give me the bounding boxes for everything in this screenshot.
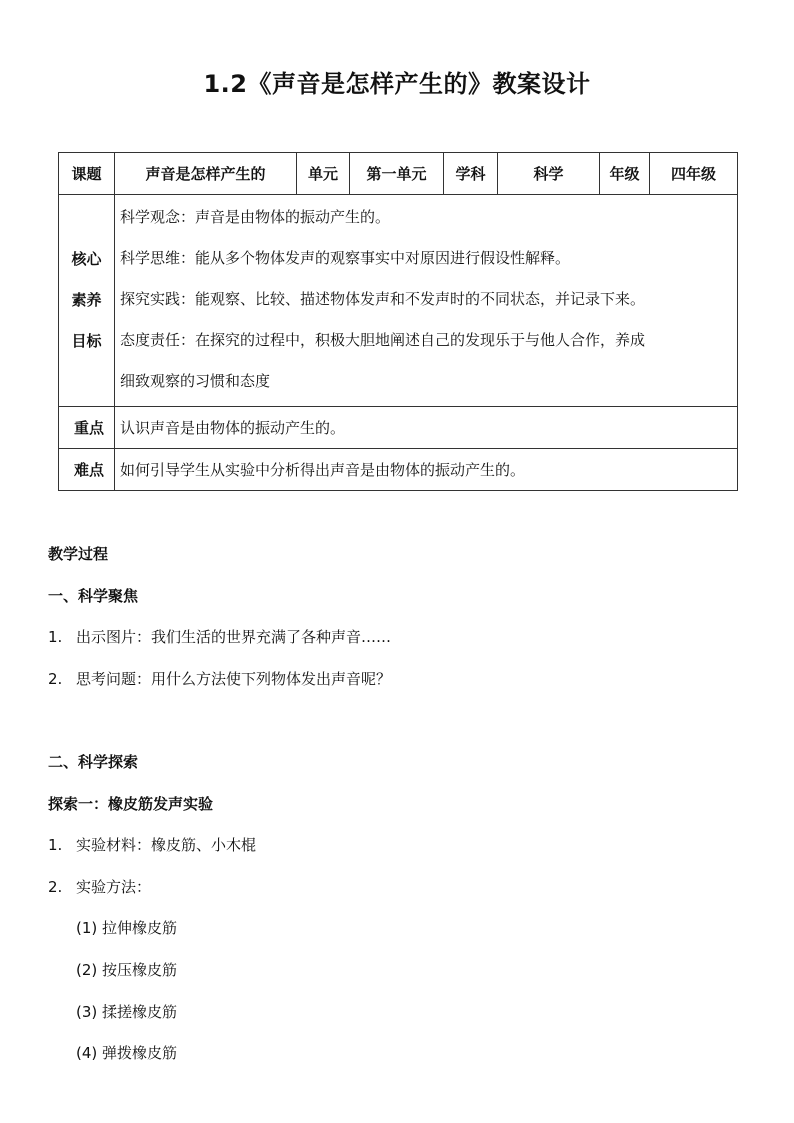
item-number: 2. [48,670,63,688]
list-item [48,834,256,855]
list-item [48,668,391,689]
method-item: (2) 按压橡皮筋 [76,961,178,979]
goals-label-line: 素养 [71,291,102,309]
unit-value: 第一单元 [350,153,444,195]
goals-row [59,195,738,407]
key-point-row [59,407,738,449]
item-number: 1. [48,628,63,646]
difficulty-row [59,449,738,491]
unit-label: 单元 [297,153,350,195]
method-item: (3) 揉搓橡皮筋 [76,1003,178,1021]
method-item: (1) 拉伸橡皮筋 [76,919,178,937]
item-text: 实验方法： [76,878,152,896]
topic-value: 声音是怎样产生的 [115,153,297,195]
difficulty-label: 难点 [59,449,115,491]
goal-line: 态度责任：在探究的过程中，积极大胆地阐述自己的发现乐于与他人合作，养成 [120,331,646,349]
goal-line: 细致观察的习惯和态度 [120,372,271,390]
list-item [48,876,151,897]
subject-value: 科学 [498,153,600,195]
key-point-label: 重点 [59,407,115,449]
subject-label: 学科 [444,153,498,195]
item-number: 1. [48,836,63,854]
goal-line: 科学思维：能从多个物体发声的观察事实中对原因进行假设性解释。 [120,249,571,267]
topic-label: 课题 [59,153,115,195]
goals-label [59,195,115,407]
goal-line: 探究实践：能观察、比较、描述物体发声和不发声时的不同状态，并记录下来。 [120,290,646,308]
explore1-heading: 探索一：橡皮筋发声实验 [48,795,214,813]
list-item [48,626,391,647]
item-text: 思考问题：用什么方法使下列物体发出声音呢？ [76,670,392,688]
part2-heading: 二、科学探索 [48,753,139,771]
part1-heading: 一、科学聚焦 [48,587,139,605]
goals-label-line: 核心 [71,250,102,268]
page-title: 1.2《声音是怎样产生的》教案设计 [203,70,591,98]
goals-content [115,195,738,407]
item-text: 实验材料：橡皮筋、小木棍 [76,836,257,854]
lesson-info-table [58,152,738,491]
table-header-row [59,153,738,195]
process-heading: 教学过程 [48,545,109,563]
item-text: 出示图片：我们生活的世界充满了各种声音…… [76,628,392,646]
goal-line: 科学观念：声音是由物体的振动产生的。 [120,208,391,226]
grade-value: 四年级 [650,153,738,195]
difficulty-value: 如何引导学生从实验中分析得出声音是由物体的振动产生的。 [115,449,738,491]
item-number: 2. [48,878,63,896]
key-point-value: 认识声音是由物体的振动产生的。 [115,407,738,449]
method-item: (4) 弹拨橡皮筋 [76,1044,178,1062]
goals-label-line: 目标 [71,332,102,350]
grade-label: 年级 [600,153,650,195]
